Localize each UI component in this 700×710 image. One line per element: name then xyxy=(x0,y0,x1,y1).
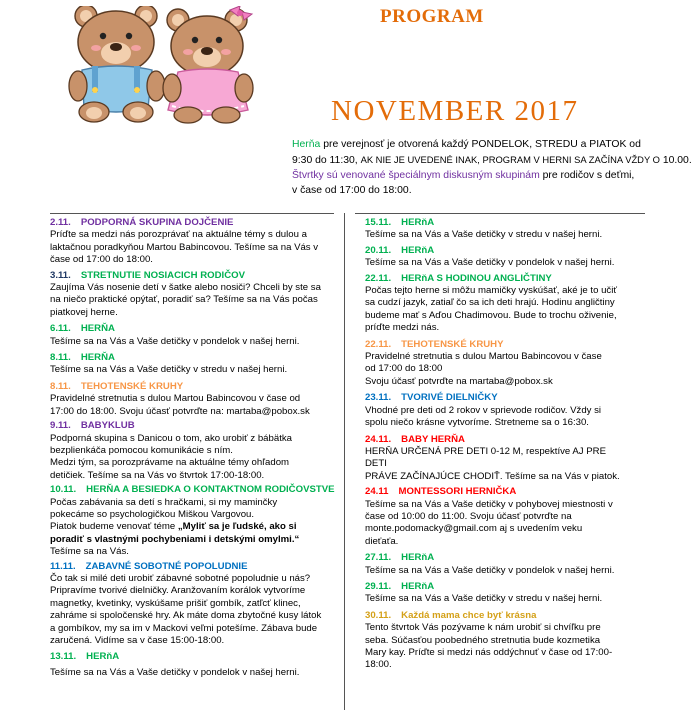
event-text: Pravidelné stretnutia s dulou Martou Babincovou v čase xyxy=(365,351,602,363)
event-header: 9.11. BABYKLUB xyxy=(50,420,135,432)
event-header: 24.11. BABY HERŇA xyxy=(365,433,465,445)
intro-line-1: pre verejnosť je otvorená každý PONDELOK, STREDU a PIATOK od xyxy=(320,139,641,150)
event-text: bezplienkáča pomocou komunikácie s ním. xyxy=(50,444,233,456)
event-header: 22.11. HERňA S HODINOU ANGLIČTINY xyxy=(365,272,552,284)
event-header: 20.11. HERňA xyxy=(365,244,435,256)
event-text: 17:00 do 18:00. Svoju účasť potvrďte na: martaba@pobox.sk xyxy=(50,405,310,417)
event-text: Tešíme sa na Vás a Vaše detičky v pondelok v našej herni. xyxy=(50,666,300,678)
event-header: 13.11. HERňA xyxy=(50,651,120,663)
event-text: Tešíme sa na Vás a Vaše detičky v pondelok v našej herni. xyxy=(50,335,300,347)
intro-line-3a: Štvrtky sú venované špeciálnym diskusným skupinám xyxy=(292,170,540,181)
event-header: 6.11. HERŇA xyxy=(50,323,115,335)
event-text: čase od 10:00 do 11:00. Svoju účasť potvrďte na xyxy=(365,510,572,522)
event-header: 8.11. TEHOTENSKÉ KRUHY xyxy=(50,380,184,392)
intro-text xyxy=(292,137,692,198)
event-text: dieťaťa. xyxy=(365,535,399,547)
event-text: budeme mať s Aďou Chadimovou. Bude to trochu oživenie, xyxy=(365,309,617,321)
event-quote: „Myliť sa je ľudské, ako si xyxy=(177,521,297,533)
left-column xyxy=(50,213,335,679)
event-text: Tešíme sa na Vás. xyxy=(50,546,129,558)
page-title: PROGRAM xyxy=(380,6,484,27)
event-text: Pripravíme tvorivé dielničky. Aranžovaním korálok vytvoríme xyxy=(50,585,306,597)
event-text: seba. Súčasťou poobedného stretnutia bude kozmetika xyxy=(365,634,601,646)
event-text: Tento štvrtok Vás pozývame k nám urobiť si chvíľku pre xyxy=(365,622,601,634)
event-text: Medzi tým, sa porozprávame na aktuálne témy ohľadom xyxy=(50,457,290,469)
event-text: Podporná skupina s Danicou o tom, ako urobiť z bábätka xyxy=(50,432,292,444)
event-text: Tešíme sa na Vás a Vaše detičky v pondelok v našej herni. xyxy=(365,564,615,576)
event-quote: poradiť s vlastnými pochybeniami i detskými omylmi.“ xyxy=(50,533,300,545)
intro-herna: Herňa xyxy=(292,139,321,150)
event-text: sa cudzí jazyk, zatiaľ čo sa ich deti hrajú. Hodinu angličtiny xyxy=(365,297,615,309)
event-text: Zaujíma Vás nosenie detí v šatke alebo nosiči? Chceli by ste sa xyxy=(50,282,321,294)
event-text: 18:00. xyxy=(365,659,392,671)
event-text: piatkovej herne. xyxy=(50,306,118,318)
event-header: 24.11 MONTESSORI HERNIČKA xyxy=(365,486,517,498)
event-text: spolu niečo krásne vytvoríme. Stretneme sa o 16:30. xyxy=(365,417,589,429)
boy-bear-icon xyxy=(69,6,165,122)
event-header: 22.11. TEHOTENSKÉ KRUHY xyxy=(365,338,504,350)
right-column xyxy=(365,213,630,672)
event-header: 10.11. HERŇA A BESIEDKA O KONTAKTNOM RODIČOVSTVE xyxy=(50,484,335,496)
intro-line-4: v čase od 17:00 do 18:00. xyxy=(292,185,412,196)
intro-line-2b: AK NIE JE UVEDENÉ INAK, PROGRAM V HERNI SA ZAČÍNA VŽDY O xyxy=(360,154,660,165)
event-text: Vhodné pre deti od 2 rokov v sprievode rodičov. Vždy si xyxy=(365,404,602,416)
event-header: 30.11. Každá mama chce byť krásna xyxy=(365,609,537,621)
event-header: 15.11. HERňA xyxy=(365,217,435,228)
event-header: 3.11. STRETNUTIE NOSIACICH RODIČOV xyxy=(50,269,245,281)
event-text: Tešíme sa na Vás a Vaše detičky v stredu v našej herni. xyxy=(365,593,603,605)
event-text: Svoju účasť potvrďte na martaba@pobox.sk xyxy=(365,375,553,387)
intro-line-2a: 9:30 do 11:30, xyxy=(292,155,361,166)
intro-line-2c: 10.00. xyxy=(659,155,692,166)
event-text: detičiek. Tešíme sa na Vás vo štvrtok 17:00-18:00. xyxy=(50,469,265,481)
event-text: magnetky, kvetinky, vyskúšame prišiť gombík, zatľcť klinec, xyxy=(50,597,301,609)
event-header: 27.11. HERňA xyxy=(365,552,435,564)
event-text: pokecáme so psychologičkou Miškou Vargovou. xyxy=(50,508,255,520)
event-text: a gombíkov, my sa im v Mackovi veľmi potešíme. Zábava bude xyxy=(50,622,318,634)
event-text: HERŇA URČENÁ PRE DETI 0-12 M, respektíve AJ PRE DETI xyxy=(365,445,606,470)
teddy-bears-illustration xyxy=(48,6,266,124)
column-divider xyxy=(344,213,345,710)
month-heading: NOVEMBER 2017 xyxy=(331,95,579,127)
event-text: Počas zabávania sa detí s hračkami, si my maminčky xyxy=(50,496,278,508)
event-text: príďte medzi nás. xyxy=(365,322,440,334)
event-text: monte.podomacky@gmail.com aj s uvedením veku xyxy=(365,523,583,535)
event-text: PRÁVE ZAČÍNAJÚCE CHODIŤ. Tešíme sa na Vás v piatok. xyxy=(365,470,620,482)
event-header: 23.11. TVORIVÉ DIELNIČKY xyxy=(365,392,498,404)
event-header: 2.11. PODPORNÁ SKUPINA DOJČENIE xyxy=(50,217,234,228)
event-text: Počas tejto herne si môžu mamičky vyskúšať, aké je to učiť xyxy=(365,285,617,297)
event-header: 8.11. HERŇA xyxy=(50,352,115,364)
event-text: na niečo praktické opýtať, poradiť sa? Tešíme sa na Vás počas xyxy=(50,294,318,306)
event-text: Tešíme sa na Vás a Vaše detičky v stredu v našej herni. xyxy=(365,229,603,241)
event-text: Tešíme sa na Vás a Vaše detičky v pohybovej miestnosti v xyxy=(365,498,613,510)
event-text: Pravidelné stretnutia s dulou Martou Babincovou v čase od xyxy=(50,393,301,405)
girl-bear-icon xyxy=(163,6,253,123)
event-text: čase od 17:00 do 18:00. xyxy=(50,254,153,266)
event-text: zaručená. Vidíme sa v čase 15:00-18:00. xyxy=(50,635,225,646)
event-text: Tešíme sa na Vás a Vaše detičky v pondelok v našej herni. xyxy=(365,257,615,269)
event-text: Piatok budeme venovať téme xyxy=(50,521,178,533)
event-text: Tešíme sa na Vás a Vaše detičky v stredu v našej herni. xyxy=(50,364,288,376)
event-text: Mary kay. Príďte si medzi nás oddýchnuť v čase od 17:00- xyxy=(365,647,613,658)
event-text: Čo tak si milé deti urobiť zábavné sobotné popoludnie u nás? xyxy=(50,572,311,584)
event-header: 29.11. HERňA xyxy=(365,580,435,592)
intro-line-3b: pre rodičov s deťmi, xyxy=(539,170,635,181)
event-text: Príďte sa medzi nás porozprávať na aktuálne témy s dulou a xyxy=(50,229,307,241)
event-header: 11.11. ZABAVNÉ SOBOTNÉ POPOLUDNIE xyxy=(50,560,248,572)
event-text: od 17:00 do 18:00 xyxy=(365,363,443,375)
event-text: laktačnou poradkyňou Martou Babincovou. Tešíme sa na Vás v xyxy=(50,241,319,253)
event-text: zahráme si spoločenské hry. Ak máte doma zbytočné kusy látok xyxy=(50,610,322,622)
